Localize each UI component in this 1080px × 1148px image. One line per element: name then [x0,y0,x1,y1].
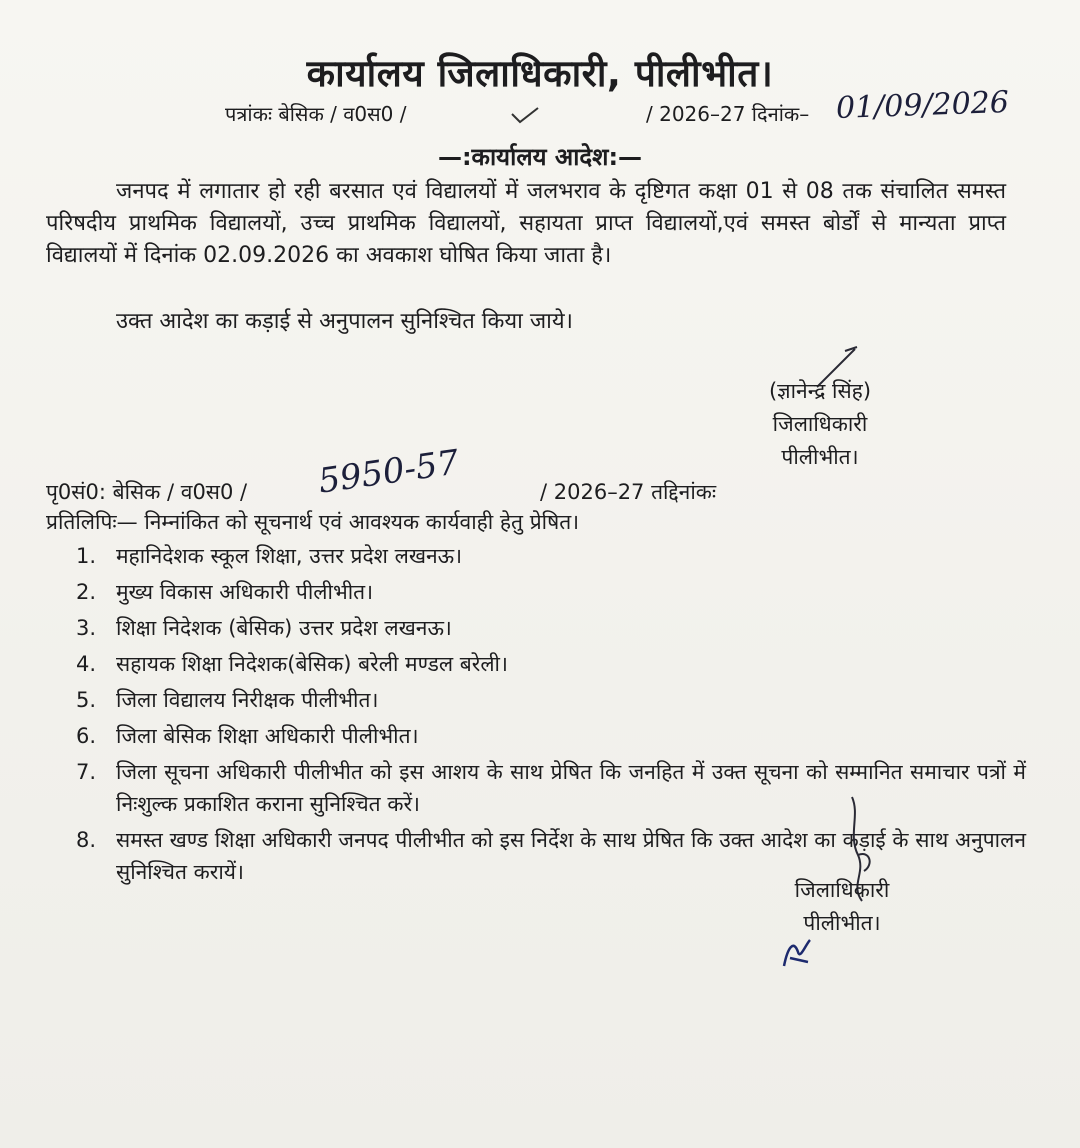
office-title: कार्यालय जिलाधिकारी, पीलीभीत। [306,52,774,95]
handwritten-date: 01/09/2026 [835,84,1010,127]
initials-mark [780,936,816,972]
list-item: 5. जिला विद्यालय निरीक्षक पीलीभीत। [76,688,379,712]
list-item: 6. जिला बेसिक शिक्षा अधिकारी पीलीभीत। [76,724,419,748]
list-item: 2. मुख्य विकास अधिकारी पीलीभीत। [76,580,374,604]
tick-mark [510,106,540,126]
signatory-block-2 [772,874,912,940]
list-item: 4. सहायक शिक्षा निदेशक(बेसिक) बरेली मण्डल बरेली। [76,652,508,676]
compliance-paragraph [46,306,1006,338]
endorsement-year-label: / 2026–27 तद्दिनांकः [540,480,717,504]
order-body-text: जनपद में लगातार हो रही बरसात एवं विद्यालयों में जलभराव के दृष्टिगत कक्षा 01 से 08 तक संचालित समस्त परिषदीय प्राथमिक विद्यालयों, उच्च प्राथमिक विद्यालयों, सहायता प्राप्त विद्यालयों,एवं समस्त बोर्डों से मान्यता प्राप्त विद्यालयों में दिनांक 02.09.2026 का अवकाश घोषित किया जाता है। [46,179,1006,268]
list-item: 8. समस्त खण्ड शिक्षा अधिकारी जनपद पीलीभीत को इस निर्देश के साथ प्रेषित कि उक्त आदेश का कड़ाई के साथ अनुपालन सुनिश्चित करायें। [76,828,1026,884]
signatory-place: पीलीभीत। [781,445,859,469]
signatory2-designation: जिलाधिकारी [794,878,890,902]
endorsement-prefix: पृ0सं0: बेसिक / व0स0 / [46,480,248,504]
copy-to-list [76,540,1026,892]
signatory2-place: पीलीभीत। [803,911,881,935]
copy-to-line: प्रतिलिपिः— निम्नांकित को सूचनार्थ एवं आवश्यक कार्यवाही हेतु प्रेषित। [46,510,580,534]
order-heading: —:कार्यालय आदेश:— [437,143,643,171]
signatory-name: (ज्ञानेन्द्र सिंह) [768,379,872,403]
list-item: 7. जिला सूचना अधिकारी पीलीभीत को इस आशय के साथ प्रेषित कि जनहित में उक्त सूचना को सम्मानित समाचार पत्रों में निःशुल्क प्रकाशित कराना सुनिश्चित करें। [76,760,1026,816]
order-body-paragraph [46,176,1006,272]
compliance-text: उक्त आदेश का कड़ाई से अनुपालन सुनिश्चित किया जाये। [116,309,573,334]
list-item: 3. शिक्षा निदेशक (बेसिक) उत्तर प्रदेश लखनऊ। [76,616,452,640]
list-item: 1. महानिदेशक स्कूल शिक्षा, उत्तर प्रदेश लखनऊ। [76,544,463,568]
reference-prefix: पत्रांकः बेसिक / व0स0 / [225,102,407,126]
handwritten-dispatch-number: 5950-57 [315,442,462,502]
signatory-block [740,375,900,474]
reference-year-date-label: / 2026–27 दिनांक– [646,102,810,126]
signatory-designation: जिलाधिकारी [772,412,868,436]
